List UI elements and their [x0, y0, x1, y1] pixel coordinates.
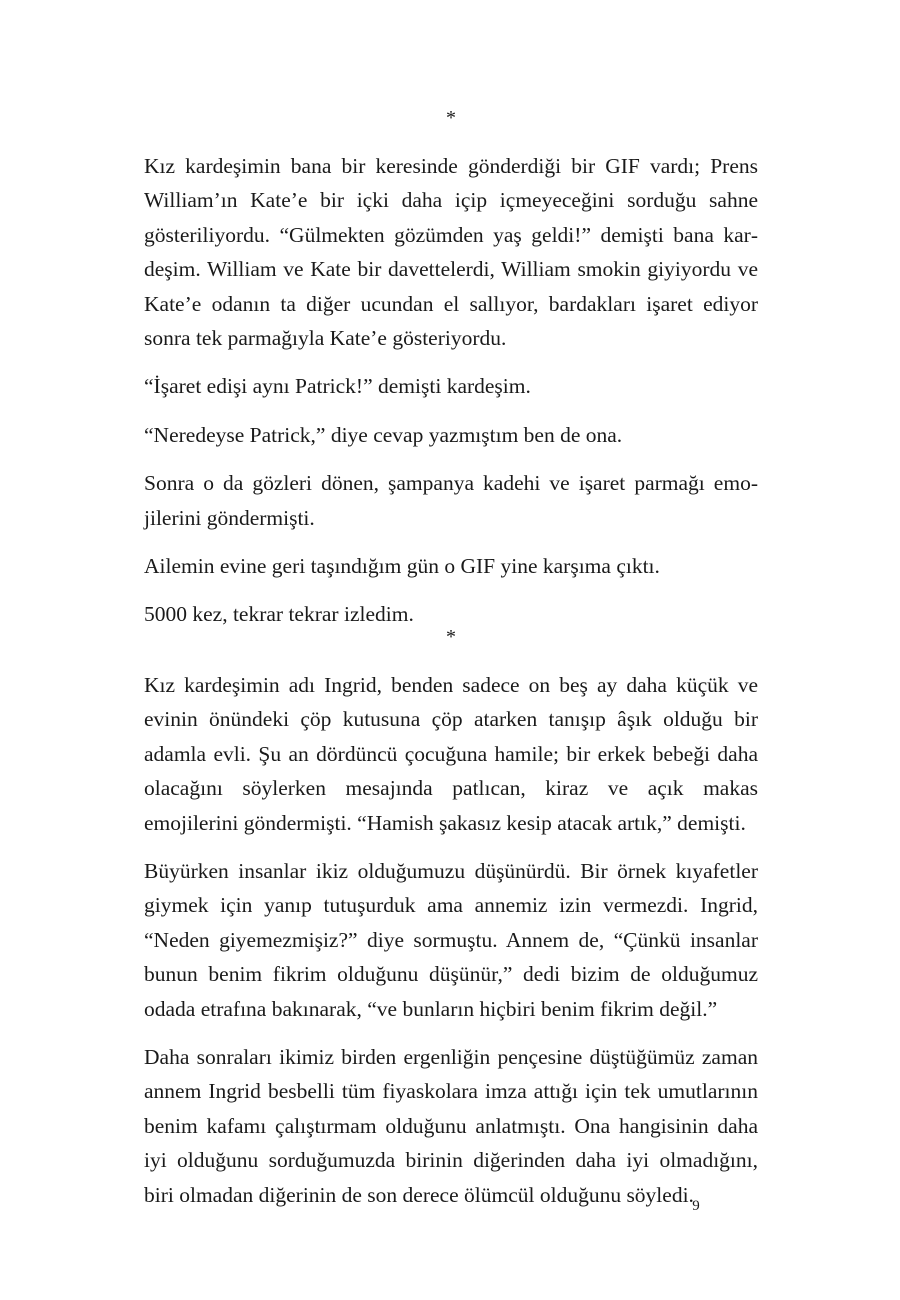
paragraph: Büyürken insanlar ikiz olduğumuzu düşünürdü. Bir örnek kıyafetler giymek için yanıp tutuşurduk ama annemiz izin vermezdi. Ingrid, “Neden giyemezmişiz?” diye sormuştu. Annem de, “Çünkü insanlar bunun benim fikrim olduğunu düşünür,” dedi bizim de olduğumuz odada etrafına bakınarak, “ve bunların hiçbiri benim fikrim değil.”: [144, 859, 758, 1021]
paragraph: Daha sonraları ikimiz birden ergenliğin pençesine düştüğümüz zaman annem Ingrid besbelli tüm fiyaskolara imza attığı için tek umutlarının benim kafamı çalıştırmam olduğunu anlatmıştı. Ona hangisinin daha iyi olduğunu sorduğumuzda birinin diğerinden daha iyi olmadığını, biri olmadan diğerinin de son derece ölümcül olduğunu söyledi.: [144, 1045, 758, 1207]
section-1-text: [144, 149, 758, 646]
paragraph: Ailemin evine geri taşındığım gün o GIF yine karşıma çıktı.: [144, 554, 660, 579]
section-separator: *: [446, 107, 456, 129]
paragraph: “Neredeyse Patrick,” diye cevap yazmıştım ben de ona.: [144, 422, 623, 447]
paragraph: Kız kardeşimin adı Ingrid, benden sadece on beş ay daha küçük ve evinin önündeki çöp kutusuna çöp atarken tanışıp âşık olduğu bir adamla evli. Şu an dördüncü çocuğuna hamile; bir erkek bebeği daha olacağını söylerken mesajında patlıcan, kiraz ve açık makas emojilerini göndermişti. “Hamish şakasız kesip atacak artık,” demişti.: [144, 673, 758, 835]
page-number: 9: [692, 1198, 700, 1214]
paragraph: Sonra o da gözleri dönen, şampanya kadehi ve işaret parmağı emojilerini göndermişti.: [144, 471, 758, 530]
paragraph: “İşaret edişi aynı Patrick!” demişti kardeşim.: [144, 374, 531, 399]
section-separator: *: [446, 626, 456, 648]
section-2-text: [144, 668, 758, 1226]
paragraph: Kız kardeşimin bana bir keresinde gönderdiği bir GIF vardı; Prens William’ın Kate’e bir içki daha içip içmeyeceğini sorduğu sahne gösteriliyordu. “Gülmekten gözümden yaş geldi!” demişti bana kardeşim. William ve Kate bir davettelerdi, William smokin giyiyordu ve Kate’e odanın ta diğer ucundan el sallıyor, bardakları işaret ediyor sonra tek parmağıyla Kate’e gösteriyordu.: [144, 154, 758, 351]
paragraph: 5000 kez, tekrar tekrar izledim.: [144, 602, 414, 627]
